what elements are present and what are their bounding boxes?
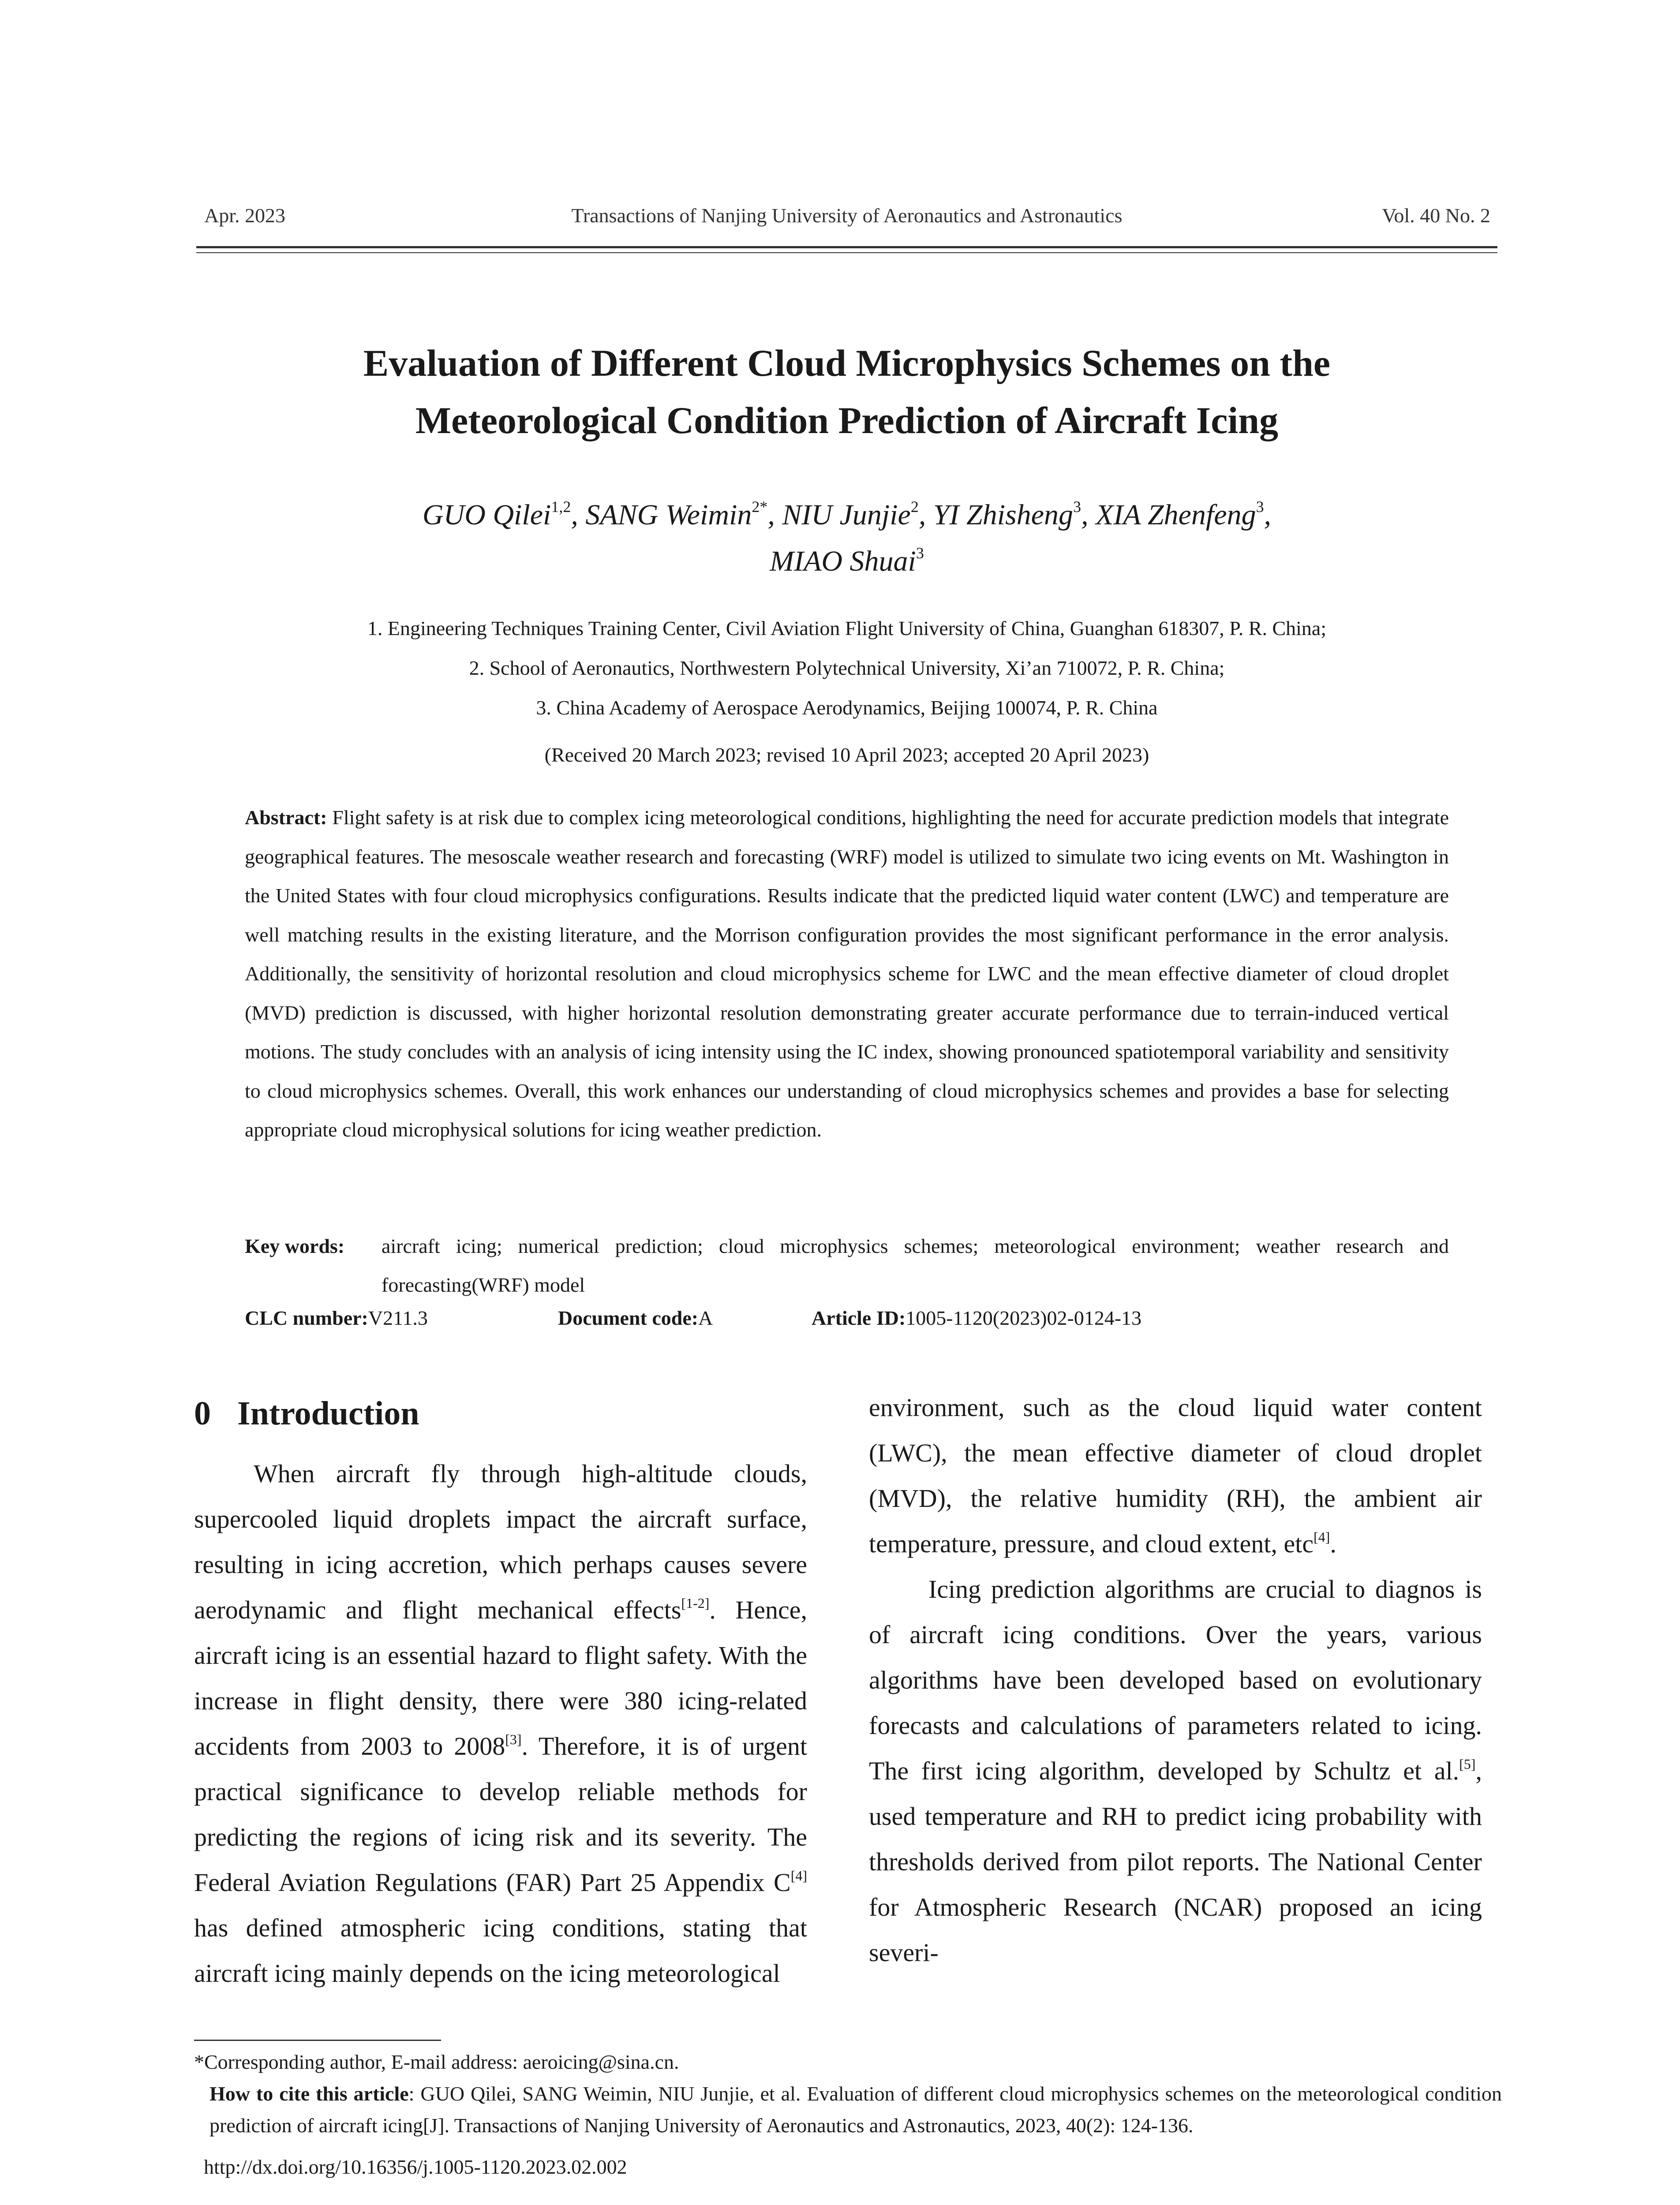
section-number: 0 — [194, 1395, 211, 1432]
corresponding-author: *Corresponding author, E-mail address: aeroicing@sina.cn. — [194, 2051, 679, 2073]
paragraph-continued: environment, such as the cloud liquid water content (LWC), the mean effective diameter of cloud droplet (MVD), the relative humidity (RH), the ambient air temperature, pressure, and cloud extent, etc[4]. — [869, 1393, 1482, 1558]
abstract — [245, 798, 1449, 1150]
citation: [3] — [505, 1731, 522, 1747]
volume-number: Vol. 40 No. 2 — [1382, 204, 1490, 227]
author: YI Zhisheng$^3$, — [933, 498, 1096, 531]
citation: [4] — [1313, 1529, 1330, 1545]
received-dates: (Received 20 March 2023; revised 10 April 2023; accepted 20 April 2023) — [544, 744, 1149, 766]
title-line-2: Meteorological Condition Prediction of Aircraft Icing — [415, 399, 1279, 441]
header-rule-thick — [196, 246, 1497, 248]
section-heading — [194, 1385, 807, 1442]
affiliations — [196, 609, 1497, 728]
header-rule-thin — [196, 252, 1497, 253]
abstract-text: Flight safety is at risk due to complex icing meteorological conditions, highlighting the need for accurate prediction models that integrate geographical features. The mesoscale weather research and forecasting (WRF) model is utilized to simulate two icing events on Mt. Washington in the United States with four cloud microphysics configurations. Results indicate that the predicted liquid water content (LWC) and temperature are well matching results in the existing literature, and the Morrison configuration provides the most significant performance in the error analysis. Additionally, the sensitivity of horizontal resolution and cloud microphysics scheme for LWC and the mean effective diameter of cloud droplet (MVD) prediction is discussed, with higher horizontal resolution demonstrating greater accurate performance due to terrain-induced vertical motions. The study concludes with an analysis of icing intensity using the IC index, showing pronounced spatiotemporal variability and sensitivity to cloud microphysics schemes. Overall, this work enhances our understanding of cloud microphysics schemes and provides a base for selecting appropriate cloud microphysical solutions for icing weather prediction. — [245, 806, 1449, 1141]
footnote-rule — [194, 2040, 441, 2041]
keywords — [245, 1227, 1449, 1304]
author: GUO Qilei$^{1,2}$, — [422, 498, 586, 531]
affiliation-2: 2. School of Aeronautics, Northwestern Polytechnical University, Xi’an 710072, P. R. China; — [469, 657, 1225, 679]
affiliation-1: 1. Engineering Techniques Training Center, Civil Aviation Flight University of China, Guanghan 618307, P. R. China; — [367, 617, 1327, 639]
journal-name: Transactions of Nanjing University of Aeronautics and Astronautics — [571, 204, 1122, 227]
doi-link[interactable]: http://dx.doi.org/10.16356/j.1005-1120.2023.02.002 — [204, 2156, 627, 2178]
continued-text — [869, 1385, 1482, 1975]
paragraph: Icing prediction algorithms are crucial to diagnos is of aircraft icing conditions. Over the years, various algorithms have been developed based on evolutionary forecasts and calculations of parameters related to icing. The first icing algorithm, developed by Schultz et al.[5], used temperature and RH to predict icing probability with thresholds derived from pilot reports. The National Center for Atmospheric Research (NCAR) proposed an icing severi- — [869, 1575, 1482, 1967]
footnotes — [194, 2046, 1502, 2183]
abstract-label: Abstract: — [245, 806, 327, 829]
paper-title — [196, 334, 1497, 449]
section-title: Introduction — [237, 1395, 419, 1432]
clc-number: CLC number:V211.3 — [245, 1307, 428, 1329]
affiliation-3: 3. China Academy of Aerospace Aerodynamics, Beijing 100074, P. R. China — [536, 696, 1158, 719]
citation-info: How to cite this article: GUO Qilei, SANG Weimin, NIU Junjie, et al. Evaluation of different cloud microphysics schemes on the meteorological condition prediction of aircraft icing[J]. Transactions of Nanjing University of Aeronautics and Astronautics, 2023, 40(2): 124-136. — [210, 2082, 1502, 2137]
issue-date: Apr. 2023 — [204, 204, 285, 227]
citation: [4] — [790, 1868, 807, 1884]
article-id: Article ID:1005-1120(2023)02-0124-13 — [812, 1307, 1142, 1329]
paragraph: When aircraft fly through high-altitude clouds, supercooled liquid droplets impact the aircraft surface, resulting in icing accretion, which perhaps causes severe aerodynamic and flight mechanical effects[1-2]. Hence, aircraft icing is an essential hazard to flight safety. With the increase in flight density, there were 380 icing-related accidents from 2003 to 2008[3]. Therefore, it is of urgent practical significance to develop reliable methods for predicting the regions of icing risk and its severity. The Federal Aviation Regulations (FAR) Part 25 Appendix C[4] has defined atmospheric icing conditions, stating that aircraft icing mainly depends on the icing meteorological — [194, 1459, 807, 1988]
keywords-label: Key words: — [245, 1235, 345, 1257]
citation: [5] — [1459, 1756, 1476, 1772]
body-column-left — [194, 1385, 807, 1996]
citation: [1-2] — [681, 1595, 710, 1611]
document-code: Document code:A — [558, 1307, 713, 1329]
author: SANG Weimin$^{2*}$, — [585, 498, 782, 531]
author-list — [196, 492, 1497, 584]
author: MIAO Shuai$^3$ — [770, 544, 924, 577]
author: NIU Junjie$^2$, — [782, 498, 933, 531]
title-line-1: Evaluation of Different Cloud Microphysics Schemes on the — [363, 342, 1331, 384]
author: XIA Zhenfeng$^3$, — [1096, 498, 1272, 531]
keywords-text: aircraft icing; numerical prediction; cloud microphysics schemes; meteorological environment; weather research and forecasting(WRF) model — [382, 1235, 1449, 1296]
